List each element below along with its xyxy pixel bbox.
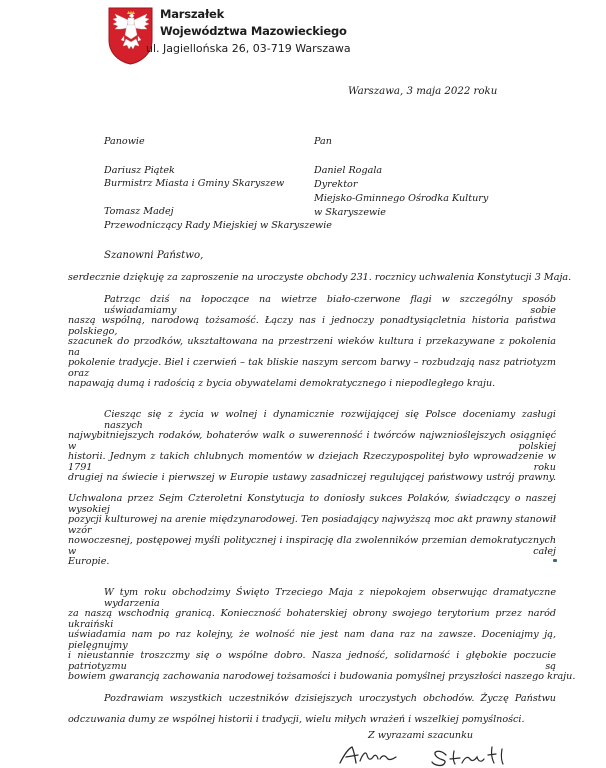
handwritten-signature: [336, 741, 526, 767]
body-line: nowoczesnej, postępowej myśli politycznej i inspirację dla zwolenników przemian demokratycznych w całej: [68, 535, 556, 557]
body-line: Uchwalona przez Sejm Czteroletni Konstytucja to doniosły sukces Polaków, świadczący o naszej wysokiej: [68, 493, 556, 515]
letter-date: Warszawa, 3 maja 2022 roku: [348, 86, 498, 97]
coat-of-arms-logo: [107, 6, 154, 66]
body-line: i nieustannie troszczmy się o wspólne dobro. Nasza jedność, solidarność i głębokie poczucie patriotyzmu są: [68, 650, 556, 672]
recipient-name: Daniel Rogala: [314, 165, 383, 176]
scan-artifact-mark: [553, 559, 557, 562]
body-line: za naszą wschodnią granicą. Konieczność bohaterskiej obrony swojego terytorium przez naród ukraiński: [68, 608, 556, 630]
recipient-role: Burmistrz Miasta i Gminy Skaryszew: [104, 178, 285, 189]
body-line: uświadamia nam po raz kolejny, że wolność nie jest nam dana raz na zawsze. Doceniajmy ją, pielęgnujmy: [68, 629, 556, 651]
recipient-name: Tomasz Madej: [104, 206, 174, 217]
body-line: Pozdrawiam wszystkich uczestników dzisiejszych uroczystych obchodów. Życzę Państwu: [104, 693, 556, 704]
recipient-role: Miejsko-Gminnego Ośrodka Kultury: [314, 193, 489, 204]
recipient-name: Dariusz Piątek: [104, 165, 175, 176]
recipient-role: Przewodniczący Rady Miejskiej w Skaryszewie: [104, 220, 332, 231]
body-line: pokolenie tradycje. Biel i czerwień – tak bliskie naszym sercom barwy – rozbudzają nasz patriotyzm oraz: [68, 357, 556, 379]
body-line: Ciesząc się z życia w wolnej i dynamicznie rozwijającej się Polsce doceniamy zasługi naszych: [104, 409, 556, 431]
body-line: najwybitniejszych rodaków, bohaterów walk o suwerenność i twórców najwznioślejszych osiągnięć w polskiej: [68, 430, 556, 452]
header-address: ul. Jagiellońska 26, 03-719 Warszawa: [146, 42, 351, 55]
recipient-role: Dyrektor: [314, 179, 358, 190]
body-line: historii. Jednym z takich chlubnych momentów w dziejach Rzeczypospolitej było wprowadzenie w 1791 roku: [68, 451, 556, 473]
recipients-left-label: Panowie: [104, 136, 145, 147]
body-line: Patrząc dziś na łopoczące na wietrze biało-czerwone flagi w szczególny sposób uświadamiamy sobie: [104, 294, 556, 316]
salutation: Szanowni Państwo,: [104, 250, 204, 261]
recipient-role: w Skaryszewie: [314, 207, 386, 218]
body-line: bowiem gwarancją zachowania narodowej tożsamości i budowania pomyślnej przyszłości naszego kraju.: [68, 671, 576, 682]
body-line: Europie.: [68, 556, 110, 567]
header-title-line2: Województwa Mazowieckiego: [160, 24, 347, 38]
header-title-line1: Marszałek: [160, 7, 225, 21]
body-line: odczuwania dumy ze wspólnej historii i tradycji, wielu miłych wrażeń i wszelkiej pomyślności.: [68, 714, 525, 725]
body-line: napawają dumą i radością z bycia obywatelami demokratycznego i niepodległego kraju.: [68, 378, 496, 389]
closing: Z wyrazami szacunku: [368, 730, 474, 741]
body-line: pozycji kulturowej na arenie międzynarodowej. Ten posiadający najwyższą moc akt prawny stanowił wzór: [68, 514, 556, 536]
body-line: szacunek do przodków, ukształtowana na przestrzeni wieków kultura i przekazywane z pokolenia na: [68, 336, 556, 358]
body-line: serdecznie dziękuję za zaproszenie na uroczyste obchody 231. rocznicy uchwalenia Konstytucji 3 Maja.: [68, 272, 572, 283]
body-line: naszą wspólną, narodową tożsamość. Łączy nas i jednoczy ponadtysiącletnia historia państwa polskiego,: [68, 315, 556, 337]
recipients-right-label: Pan: [314, 136, 332, 147]
body-line: drugiej na świecie i pierwszej w Europie ustawy zasadniczej regulującej państwowy ustrój prawny.: [68, 472, 556, 483]
body-line: W tym roku obchodzimy Święto Trzeciego Maja z niepokojem obserwując dramatyczne wydarzenia: [104, 587, 556, 609]
